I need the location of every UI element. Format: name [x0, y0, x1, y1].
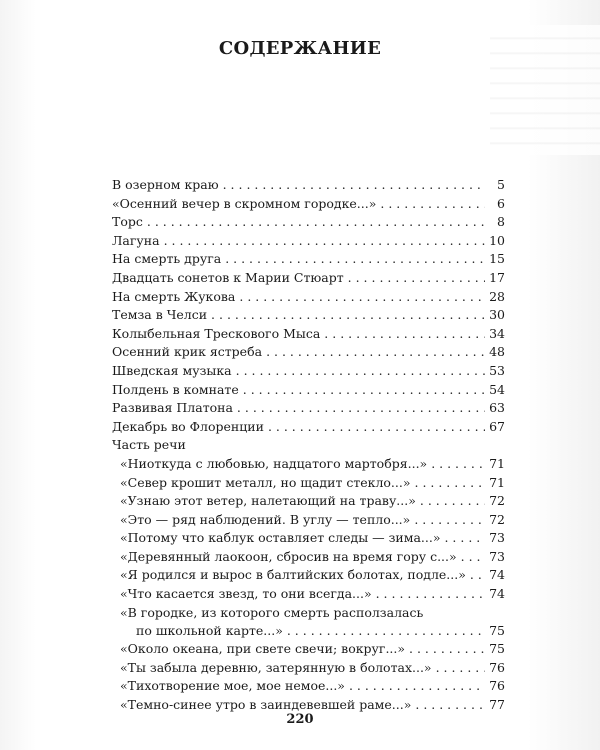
toc-entry[interactable] — [112, 325, 505, 344]
section-title: Часть речи — [112, 437, 186, 453]
toc-entry-page: 71 — [489, 474, 505, 490]
toc-entry[interactable] — [112, 269, 505, 288]
toc-entry-page: 53 — [489, 362, 505, 378]
leader-dots — [287, 622, 485, 641]
toc-entry-title: Лагуна — [112, 232, 160, 248]
toc-entry-title: Полдень в комнате — [112, 381, 239, 397]
leader-dots — [461, 548, 485, 567]
leader-dots — [431, 455, 485, 474]
toc-entry-page: 54 — [489, 381, 505, 397]
toc-sub-entry[interactable] — [112, 548, 505, 567]
leader-dots — [348, 269, 485, 288]
leader-dots — [266, 343, 485, 362]
leader-dots — [239, 288, 485, 307]
toc-entry[interactable] — [112, 232, 505, 251]
toc-entry-page: 10 — [489, 232, 505, 248]
toc-entry[interactable] — [112, 176, 505, 195]
toc-entry-title: На смерть Жукова — [112, 288, 236, 304]
toc-entry-title-line1: «В городке, из которого смерть расползалась — [120, 604, 424, 620]
toc-entry-page: 48 — [489, 344, 505, 360]
toc-sub-entry[interactable] — [112, 677, 505, 696]
leader-dots — [444, 529, 485, 548]
toc-entry-title: Двадцать сонетов к Марии Стюарт — [112, 269, 344, 285]
leader-dots — [409, 640, 485, 659]
toc-sub-entry-multiline[interactable] — [112, 604, 505, 641]
toc-sub-entry[interactable] — [112, 511, 505, 530]
toc-entry[interactable] — [112, 399, 505, 418]
toc-entry-page: 72 — [489, 511, 505, 527]
leader-dots — [415, 474, 486, 493]
toc-entry-title: «Деревянный лаокоон, сбросив на время гору с...» — [120, 548, 457, 564]
page-title: СОДЕРЖАНИЕ — [218, 38, 382, 59]
toc-sub-entry[interactable] — [112, 529, 505, 548]
toc-entry[interactable] — [112, 288, 505, 307]
toc-sub-entry[interactable] — [112, 492, 505, 511]
leader-dots — [380, 195, 485, 214]
toc-entry-page: 76 — [489, 659, 505, 675]
leader-dots — [349, 677, 485, 696]
toc-entry-title: Торс — [112, 214, 143, 230]
toc-sub-entry[interactable] — [112, 659, 505, 678]
toc-entry-page: 67 — [489, 418, 505, 434]
leader-dots — [164, 232, 485, 251]
toc-entry[interactable] — [112, 381, 505, 400]
toc-entry-title: «Осенний вечер в скромном городке...» — [112, 195, 377, 211]
toc-entry-title: Развивая Платона — [112, 400, 233, 416]
toc-entry-title: Темза в Челси — [112, 307, 208, 323]
leader-dots — [211, 306, 485, 325]
toc-sub-entry[interactable] — [112, 566, 505, 585]
toc-sub-entry[interactable] — [112, 640, 505, 659]
toc-entry-title: «Ты забыла деревню, затерянную в болотах...» — [120, 659, 432, 675]
toc-entry-page: 71 — [489, 455, 505, 471]
toc-entry-title: «Что касается звезд, то они всегда...» — [120, 586, 372, 602]
toc-entry-page: 6 — [497, 195, 505, 211]
toc-sub-entry[interactable] — [112, 585, 505, 604]
toc-entry[interactable] — [112, 418, 505, 437]
toc-entry-page: 17 — [489, 269, 505, 285]
toc-entry-title: «Узнаю этот ветер, налетающий на траву...» — [120, 493, 416, 509]
toc-entry-page: 34 — [489, 325, 505, 341]
table-of-contents — [112, 176, 505, 715]
toc-entry-page: 5 — [497, 177, 505, 192]
toc-entry-page: 15 — [489, 251, 505, 267]
leader-dots — [237, 399, 485, 418]
leader-dots — [223, 176, 485, 195]
toc-entry-page: 28 — [489, 288, 505, 304]
toc-entry[interactable] — [112, 195, 505, 214]
toc-entry[interactable] — [112, 343, 505, 362]
toc-entry[interactable] — [112, 213, 505, 232]
toc-entry-title: «Потому что каблук оставляет следы — зима...» — [120, 530, 441, 546]
toc-entry-title: «Тихотворение мое, мое немое...» — [120, 678, 345, 694]
toc-entry-title: «Это — ряд наблюдений. В углу — тепло...» — [120, 511, 411, 527]
toc-entry-title: «Около океана, при свете свечи; вокруг...» — [120, 641, 406, 657]
leader-dots — [236, 362, 485, 381]
toc-entry-page: 72 — [489, 493, 505, 509]
toc-entry-title: «Я родился и вырос в балтийских болотах, подле...» — [120, 567, 466, 583]
toc-entry-page: 75 — [489, 641, 505, 657]
toc-entry-title-line2: по школьной карте...» — [136, 622, 283, 638]
leader-dots — [470, 566, 485, 585]
toc-section-heading[interactable] — [112, 436, 505, 455]
toc-entry-page: 77 — [489, 697, 505, 713]
toc-entry-line2-wrap — [120, 622, 505, 641]
leader-dots — [376, 585, 485, 604]
leader-dots — [324, 325, 485, 344]
toc-entry-page: 74 — [489, 586, 505, 602]
toc-entry[interactable] — [112, 306, 505, 325]
toc-entry-page: 63 — [489, 400, 505, 416]
toc-entry-page: 73 — [489, 530, 505, 546]
toc-entry-title: Колыбельная Трескового Мыса — [112, 325, 321, 341]
toc-entry-title: «Север крошит металл, но щадит стекло...» — [120, 474, 411, 490]
toc-entry-page: 76 — [489, 678, 505, 694]
toc-entry-title: «Ниоткуда с любовью, надцатого мартобря...» — [120, 455, 428, 471]
toc-sub-entry[interactable] — [112, 474, 505, 493]
toc-entry-page: 74 — [489, 567, 505, 583]
leader-dots — [147, 213, 485, 232]
leader-dots — [268, 418, 485, 437]
toc-entry-title: Шведская музыка — [112, 362, 232, 378]
leader-dots — [420, 492, 485, 511]
toc-entry-title: В озерном краю — [112, 177, 219, 192]
leader-dots — [243, 381, 485, 400]
toc-entry-page: 30 — [489, 307, 505, 323]
toc-entry-page: 73 — [489, 548, 505, 564]
toc-entry[interactable] — [112, 362, 505, 381]
toc-entry-page: 75 — [489, 622, 505, 638]
leader-dots — [225, 250, 485, 269]
leader-dots — [436, 659, 485, 678]
toc-entry-title: Осенний крик ястреба — [112, 344, 263, 360]
page-number: 220 — [286, 712, 314, 727]
toc-entry-title: На смерть друга — [112, 251, 222, 267]
toc-entry[interactable] — [112, 250, 505, 269]
leader-dots — [414, 511, 485, 530]
toc-entry-title: «Темно-синее утро в заиндевевшей раме...» — [120, 697, 412, 713]
toc-entry-title: Декабрь во Флоренции — [112, 418, 264, 434]
toc-entry-page: 8 — [497, 214, 505, 230]
toc-sub-entry[interactable] — [112, 455, 505, 474]
